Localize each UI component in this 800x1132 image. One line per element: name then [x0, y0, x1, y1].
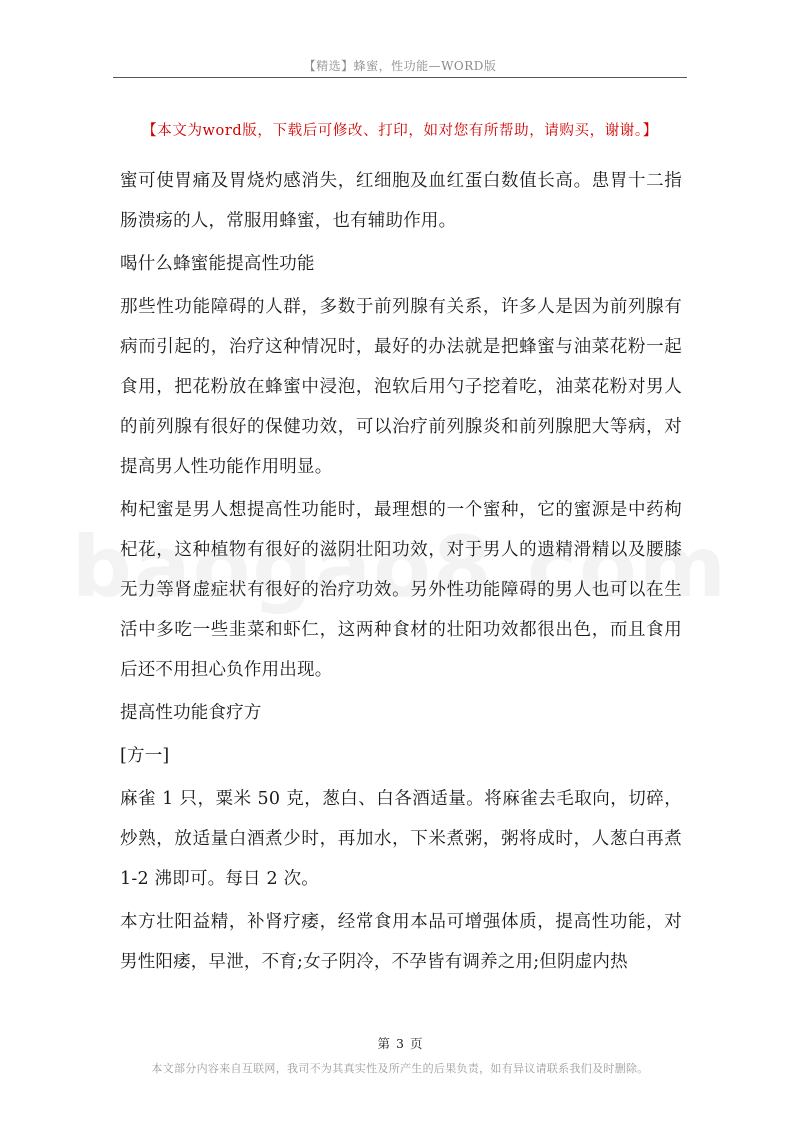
paragraph: 那些性功能障碍的人群，多数于前列腺有关系，许多人是因为前列腺有病而引起的，治疗这种情况时，最好的办法就是把蜂蜜与油菜花粉一起食用，把花粉放在蜂蜜中浸泡，泡软后用勺子挖着吃，油菜花粉对男人的前列腺有很好的保健功效，可以治疗前列腺炎和前列腺肥大等病，对提高男人性功能作用明显。: [120, 297, 682, 477]
footer-disclaimer: 本文部分内容来自互联网，我司不为其真实性及所产生的后果负责，如有异议请联系我们及时删除。: [151, 1062, 649, 1075]
document-body: [120, 161, 682, 985]
section-heading: 喝什么蜂蜜能提高性功能: [120, 254, 315, 274]
recipe-label: [方一]: [120, 746, 170, 766]
page-prefix: 第: [377, 1036, 391, 1051]
page-number-value: 3: [396, 1036, 404, 1051]
page-number: [0, 1034, 800, 1052]
paragraph: 枸杞蜜是男人想提高性功能时，最理想的一个蜜种，它的蜜源是中药枸杞花，这种植物有很好的滋阴壮阳功效，对于男人的遗精滑精以及腰膝无力等肾虚症状有很好的治疗功效。另外性功能障碍的男人也可以在生活中多吃一些韭菜和虾仁，这两种食材的壮阳功效都很出色，而且食用后还不用担心负作用出现。: [120, 500, 682, 680]
header-divider: [113, 77, 687, 78]
page-header-title: 【精选】蜂蜜，性功能—WORD版: [303, 59, 497, 73]
paragraph: 蜜可使胃痛及胃烧灼感消失，红细胞及血红蛋白数值长高。患胃十二指肠溃疡的人，常服用蜂蜜，也有辅助作用。: [120, 171, 682, 231]
paragraph: 本方壮阳益精，补肾疗痿，经常食用本品可增强体质，提高性功能，对男性阳痿，早泄，不育;女子阴冷，不孕皆有调养之用;但阴虚内热: [120, 912, 682, 972]
download-notice: 【本文为word版，下载后可修改、打印，如对您有所帮助，请购买，谢谢。】: [142, 123, 658, 139]
section-heading: 提高性功能食疗方: [120, 703, 262, 723]
page-suffix: 页: [409, 1036, 423, 1051]
paragraph: 麻雀 1 只，粟米 50 克，葱白、白各酒适量。将麻雀去毛取向，切碎，炒熟，放适量白酒煮少时，再加水，下米煮粥，粥将成时，人葱白再煮 1-2 沸即可。每日 2 次。: [120, 789, 682, 889]
